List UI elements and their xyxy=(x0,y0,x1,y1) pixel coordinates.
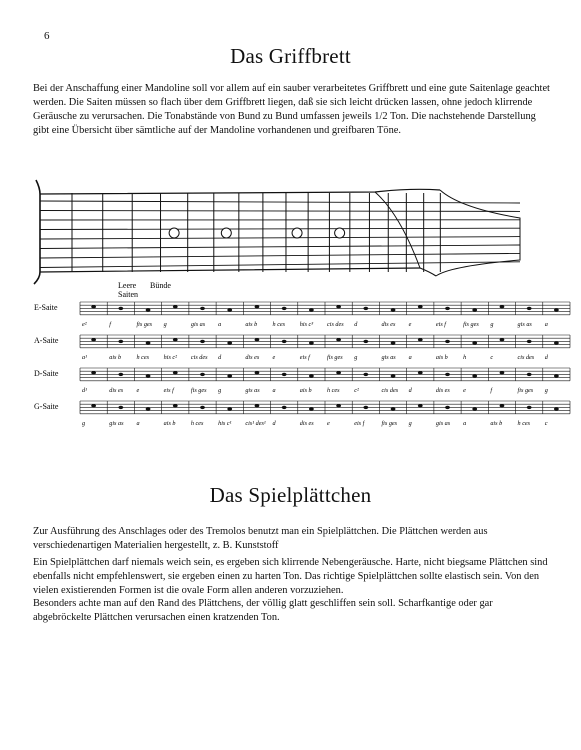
note-name: ais b xyxy=(299,387,312,394)
note-head xyxy=(282,340,287,343)
note-name: c xyxy=(490,354,494,361)
note-head xyxy=(391,308,396,311)
note-name: cis des xyxy=(190,354,208,361)
note-head xyxy=(418,404,423,407)
note-head xyxy=(418,371,423,374)
note-head xyxy=(363,406,368,409)
note-head xyxy=(255,305,260,308)
note-name: e xyxy=(272,354,276,361)
note-name: cis¹ des¹ xyxy=(245,420,266,427)
note-name: gis as xyxy=(381,354,396,361)
note-head xyxy=(363,307,368,310)
note-name: g xyxy=(354,354,358,361)
fret-marker xyxy=(221,228,231,238)
note-name: h ces xyxy=(136,354,149,361)
note-name: gis as xyxy=(190,321,206,328)
note-head xyxy=(309,374,314,377)
note-head xyxy=(500,305,505,308)
note-head xyxy=(118,307,123,310)
header-bunde: Bünde xyxy=(150,281,171,290)
note-head xyxy=(309,407,314,410)
note-head xyxy=(527,373,532,376)
note-head xyxy=(255,338,260,341)
staff-row xyxy=(34,335,570,361)
note-head xyxy=(418,338,423,341)
note-name: dis es xyxy=(435,387,450,394)
note-head xyxy=(227,308,232,311)
fretboard-string xyxy=(40,228,520,229)
note-name: eis f xyxy=(435,321,447,328)
note-head xyxy=(255,404,260,407)
note-name: a xyxy=(218,321,222,328)
note-name: ais b xyxy=(490,420,503,427)
note-head xyxy=(173,305,178,308)
note-name: gis as xyxy=(245,387,260,394)
note-name: gis as xyxy=(435,420,451,427)
note-name: e xyxy=(463,387,466,394)
note-head xyxy=(554,374,559,377)
note-head xyxy=(146,374,151,377)
note-head xyxy=(500,338,505,341)
note-head xyxy=(472,374,477,377)
note-head xyxy=(173,404,178,407)
note-head xyxy=(472,407,477,410)
note-name: g xyxy=(408,420,412,427)
paragraph-spielplaettchen-3: Besonders achte man auf den Rand des Plättchens, der völlig glatt geschliffen sein soll. Scharfkantige oder gar abgebröckelte Plättchen verursachen einen kratzenden Ton. xyxy=(33,598,493,623)
note-head xyxy=(527,340,532,343)
note-name: d xyxy=(272,420,276,427)
note-name: g xyxy=(218,387,222,394)
paragraph-griffbrett: Bei der Anschaffung einer Mandoline soll vor allem auf ein sauber verarbeitetes Griffbrett und eine gute Saitenlage geachtet werden. Die Saiten müssen so flach über dem Griffbrett liegen, daß sie sich leicht drücken lassen, ohne jedoch klirrende Geräusche zu verursachen. Die Tonabstände von Bund zu Bund umfassen jeweils 1/2 Ton. Die nachstehende Darstellung gibt eine Übersicht über sämtliche auf der Mandoline vorhandenen und greifbaren Töne. xyxy=(33,83,550,136)
staff-row xyxy=(34,302,570,328)
note-head xyxy=(146,341,151,344)
note-head xyxy=(200,340,205,343)
note-name: gis as xyxy=(109,420,124,427)
note-name: a xyxy=(463,420,467,427)
note-head xyxy=(445,307,450,310)
note-head xyxy=(200,373,205,376)
fretboard-figure xyxy=(0,168,581,428)
fretboard-drawing xyxy=(34,180,520,284)
note-head xyxy=(118,373,123,376)
note-head xyxy=(554,407,559,410)
note-head xyxy=(500,371,505,374)
fretboard-string xyxy=(40,253,520,258)
note-head xyxy=(91,371,96,374)
fretboard-string xyxy=(40,211,520,212)
string-label: E-Saite xyxy=(34,303,58,312)
note-name: d xyxy=(354,321,358,328)
note-head xyxy=(227,407,232,410)
note-head xyxy=(118,340,123,343)
note-head xyxy=(309,341,314,344)
note-name: fis ges xyxy=(190,387,207,394)
note-name: h xyxy=(463,354,467,361)
note-head xyxy=(554,341,559,344)
note-name: dis es xyxy=(381,321,396,328)
note-head xyxy=(472,341,477,344)
paragraph-spielplaettchen-1: Zur Ausführung des Anschlages oder des Tremolos benutzt man ein Spielplättchen. Die Plättchen werden aus verschiedenartigen Materialien hergestellt, z. B. Kunststoff xyxy=(33,526,488,551)
note-name: ais b xyxy=(245,321,258,328)
note-head xyxy=(227,374,232,377)
fret-marker xyxy=(169,228,179,238)
note-name: d xyxy=(218,354,222,361)
string-label: G-Saite xyxy=(34,402,59,411)
note-name: his c² xyxy=(163,354,178,361)
note-name: h ces xyxy=(272,321,286,328)
note-name: h ces xyxy=(190,420,204,427)
note-head xyxy=(91,305,96,308)
note-head xyxy=(200,307,205,310)
fretboard-string xyxy=(40,201,520,203)
note-name: g xyxy=(544,387,548,394)
note-head xyxy=(255,371,260,374)
note-head xyxy=(146,308,151,311)
note-name: dis es xyxy=(245,354,260,361)
note-name: g xyxy=(490,321,494,328)
note-name: eis f xyxy=(299,354,310,361)
note-head xyxy=(336,338,341,341)
note-name: e xyxy=(136,387,140,394)
note-name: dis es xyxy=(299,420,314,427)
fret-marker xyxy=(292,228,302,238)
note-name: c² xyxy=(354,387,359,394)
note-name: h ces xyxy=(327,387,340,394)
note-name: eis f xyxy=(163,387,174,394)
header-leere: Leere xyxy=(118,281,137,290)
note-head xyxy=(445,373,450,376)
note-head xyxy=(445,406,450,409)
note-name: fis ges xyxy=(327,354,343,361)
note-name: cis des xyxy=(327,321,344,328)
note-head xyxy=(554,308,559,311)
note-name: fis ges xyxy=(517,387,534,394)
note-name: ais b xyxy=(109,354,122,361)
fret-marker xyxy=(335,228,345,238)
section-title-spielplaettchen: Das Spielplättchen xyxy=(209,483,372,507)
note-name: fis ges xyxy=(463,321,479,328)
paragraph-spielplaettchen-2: Ein Spielplättchen darf niemals weich sein, es ergeben sich klirrende Nebengeräusche. Harte, nicht biegsame Plättchen sind ebenfalls nicht empfehlenswert, sie ergeben einen zu harten Ton. Das richtige Spielplättchen sollte elastisch sein. Von den vielen existierenden Formen ist die ovale Form allen anderen vorzuziehen. xyxy=(33,557,548,596)
note-name: his c¹ xyxy=(218,420,232,427)
note-head xyxy=(200,406,205,409)
note-name: fis ges xyxy=(381,420,398,427)
note-name: a xyxy=(272,387,276,394)
fretboard-string xyxy=(40,262,520,268)
section-title-griffbrett: Das Griffbrett xyxy=(230,44,351,68)
note-head xyxy=(363,340,368,343)
note-head xyxy=(309,308,314,311)
note-head xyxy=(91,338,96,341)
header-saiten: Saiten xyxy=(118,290,138,299)
note-name: d xyxy=(544,354,548,361)
note-name: d xyxy=(408,387,412,394)
note-head xyxy=(418,305,423,308)
note-name: g xyxy=(163,321,167,328)
note-head xyxy=(363,373,368,376)
note-head xyxy=(173,338,178,341)
note-name: a xyxy=(136,420,140,427)
note-name: gis as xyxy=(517,321,532,328)
note-head xyxy=(282,406,287,409)
fretboard-string xyxy=(40,237,520,239)
note-head xyxy=(472,308,477,311)
note-head xyxy=(91,404,96,407)
note-name: ais b xyxy=(435,354,448,361)
note-name: his c³ xyxy=(299,321,314,328)
note-head xyxy=(146,407,151,410)
note-name: c xyxy=(544,420,548,427)
note-name: f xyxy=(490,387,493,394)
page-number: 6 xyxy=(44,30,50,42)
note-name: cis des xyxy=(381,387,399,394)
note-name: h ces xyxy=(517,420,531,427)
string-label: D-Saite xyxy=(34,369,59,378)
note-head xyxy=(500,404,505,407)
string-label: A-Saite xyxy=(34,336,59,345)
fretboard-string xyxy=(40,245,520,249)
note-name: a xyxy=(408,354,412,361)
note-head xyxy=(527,406,532,409)
note-name: eis f xyxy=(354,420,365,427)
note-name: f xyxy=(109,321,111,328)
note-name: e² xyxy=(82,321,87,328)
note-head xyxy=(527,307,532,310)
note-head xyxy=(445,340,450,343)
note-head xyxy=(391,341,396,344)
staff-row xyxy=(34,401,570,427)
note-name: a¹ xyxy=(82,354,87,361)
note-name: fis ges xyxy=(136,321,153,328)
note-head xyxy=(227,341,232,344)
note-name: a xyxy=(544,321,548,328)
note-head xyxy=(336,404,341,407)
note-head xyxy=(282,373,287,376)
note-name: g xyxy=(82,420,86,427)
note-head xyxy=(118,406,123,409)
note-name: e xyxy=(408,321,412,328)
note-head xyxy=(391,374,396,377)
note-name: ais b xyxy=(163,420,176,427)
staff-row xyxy=(34,368,570,394)
note-name: dis es xyxy=(109,387,124,394)
note-name: d¹ xyxy=(82,387,87,394)
note-head xyxy=(336,305,341,308)
note-head xyxy=(336,371,341,374)
note-head xyxy=(391,407,396,410)
note-name: e xyxy=(327,420,330,427)
note-name: cis des xyxy=(517,354,535,361)
note-head xyxy=(173,371,178,374)
note-head xyxy=(282,307,287,310)
